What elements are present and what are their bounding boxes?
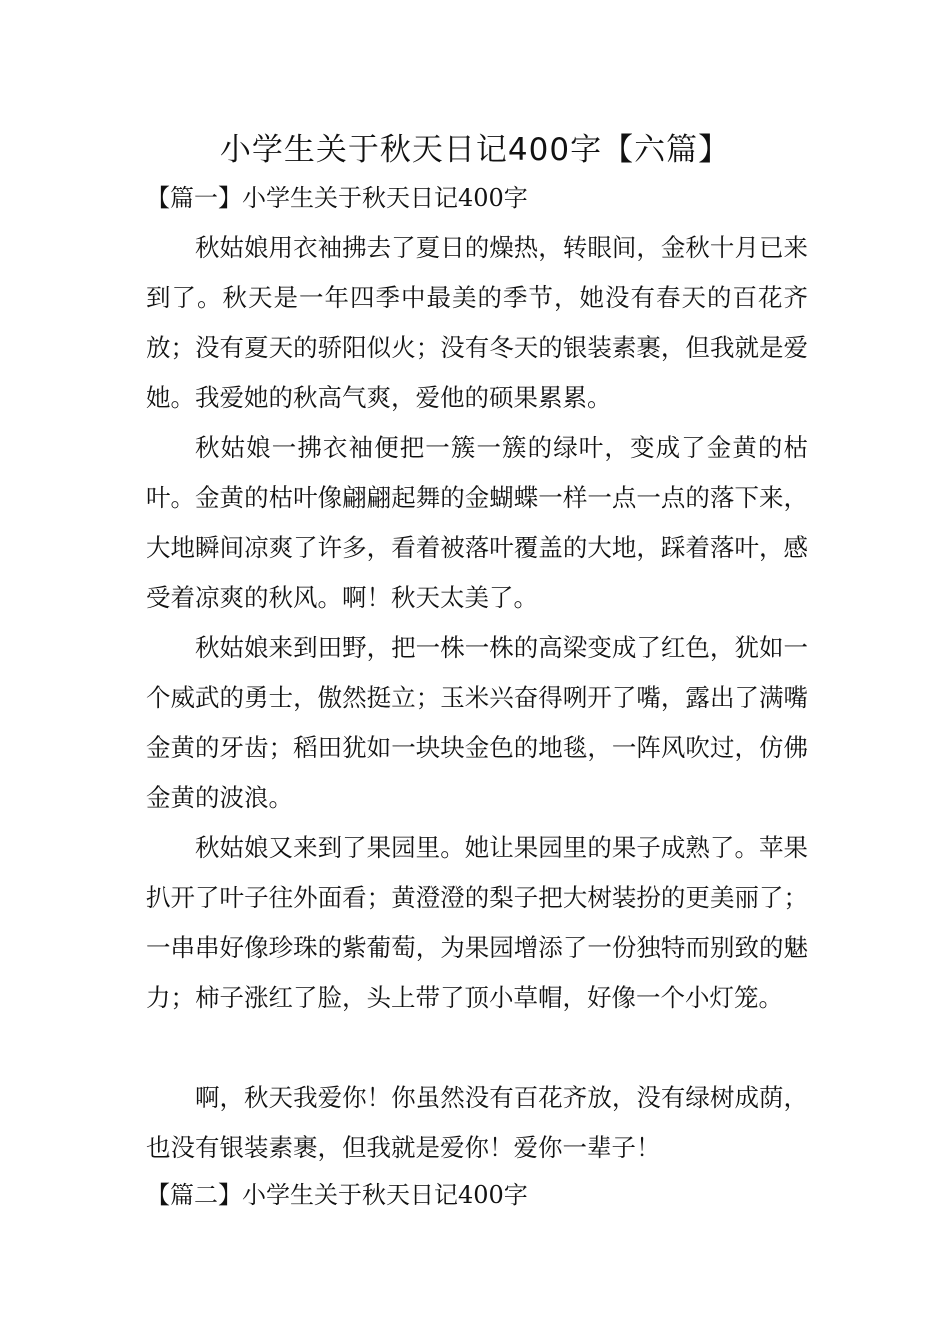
section-heading-1: 【篇一】小学生关于秋天日记400字 (146, 184, 528, 212)
paragraph: 啊，秋天我爱你！你虽然没有百花齐放，没有绿树成荫，也没有银装素裹，但我就是爱你！爱你一辈子！ (146, 1083, 808, 1162)
paragraph: 秋姑娘又来到了果园里。她让果园里的果子成熟了。苹果扒开了叶子往外面看；黄澄澄的梨子把大树装扮的更美丽了；一串串好像珍珠的紫葡萄，为果园增添了一份独特而别致的魅力；柿子涨红了脸，头上带了顶小草帽，好像一个小灯笼。 (146, 833, 808, 1012)
section-heading-2: 【篇二】小学生关于秋天日记400字 (146, 1181, 528, 1209)
paragraph: 秋姑娘来到田野，把一株一株的高梁变成了红色，犹如一个威武的勇士，傲然挺立；玉米兴奋得咧开了嘴，露出了满嘴金黄的牙齿；稻田犹如一块块金色的地毯，一阵风吹过，仿佛金黄的波浪。 (146, 633, 808, 812)
document-title: 小学生关于秋天日记400字【六篇】 (219, 132, 731, 168)
paragraph: 秋姑娘用衣袖拂去了夏日的燥热，转眼间，金秋十月已来到了。秋天是一年四季中最美的季节，她没有春天的百花齐放；没有夏天的骄阳似火；没有冬天的银装素裹，但我就是爱她。我爱她的秋高气爽，爱他的硕果累累。 (146, 233, 808, 412)
paragraph: 秋姑娘一拂衣袖便把一簇一簇的绿叶，变成了金黄的枯叶。金黄的枯叶像翩翩起舞的金蝴蝶一样一点一点的落下来，大地瞬间凉爽了许多，看着被落叶覆盖的大地，踩着落叶，感受着凉爽的秋风。啊！秋天太美了。 (146, 433, 808, 612)
